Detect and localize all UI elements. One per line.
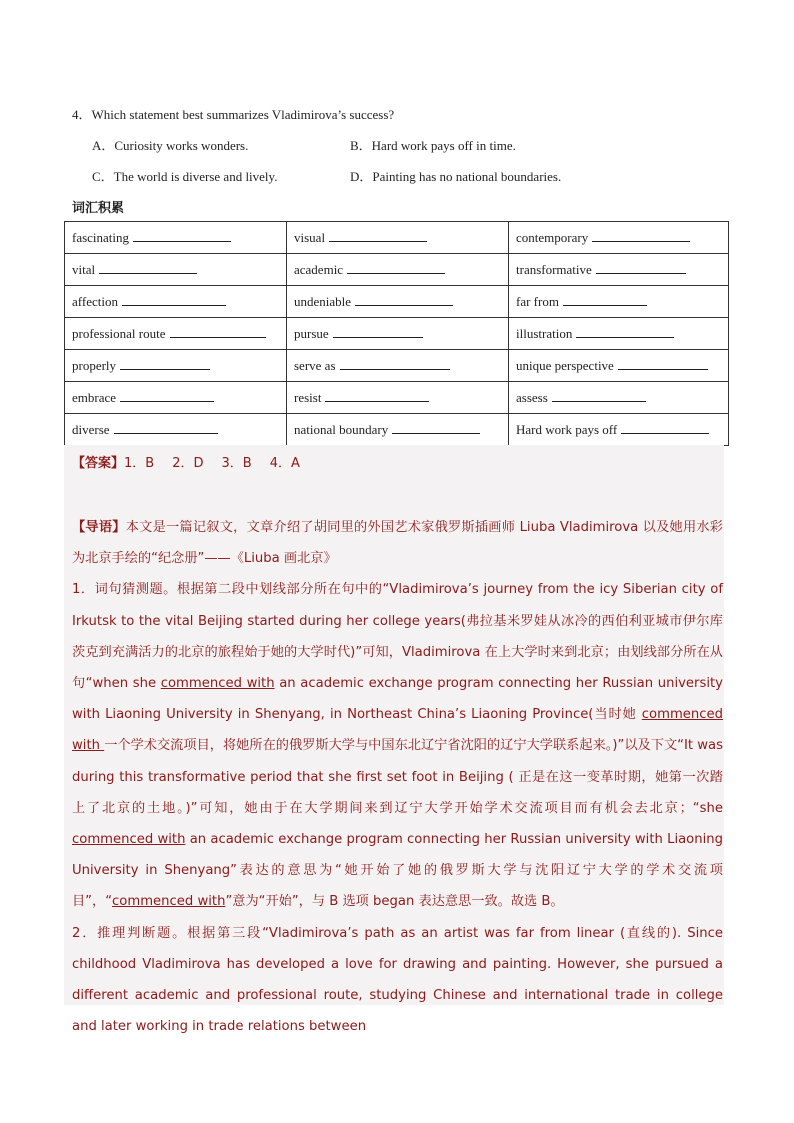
explanation-paragraph-1: 1．词句猜测题。根据第二段中划线部分所在句中的“Vladimirova’s journey from the icy Siberian city of Irkutsk to the vital Beijing started during her college years(弗拉基米罗娃从冰冷的西伯利亚城市伊尔库茨克到充满活力的北京的旅程始于她的大学时代)”可知，Vladimirova 在上大学时来到北京；由划线部分所在从句“when she commenced with an academic exchange program connecting her Russian university with Liaoning University in Shenyang, in Northeast China’s Liaoning Province(当时她 commenced with 一个学术交流项目，将她所在的俄罗斯大学与中国东北辽宁省沈阳的辽宁大学联系起来。)”以及下文“It was during this transformative period that she first set foot in Beijing ( 正是在这一变革时期，她第一次踏上了北京的土地。)”可知，她由于在大学期间来到辽宁大学开始学术交流项目而有机会去北京；“she commenced with an academic exchange program connecting her Russian university with Liaoning University in Shenyang”表达的意思为“她开始了她的俄罗斯大学与沈阳辽宁大学的学术交流项目”，“commenced with”意为“开始”，与 B 选项 began 表达意思一致。故选 B。	[72, 582, 724, 910]
table-row	[65, 414, 729, 446]
vocab-section-title: 词汇积累	[72, 201, 125, 216]
vocab-cell: affection	[65, 286, 287, 318]
vocab-cell: properly	[65, 350, 287, 382]
vocab-cell: national boundary	[287, 414, 509, 446]
vocab-cell: professional route	[65, 318, 287, 350]
vocab-cell: vital	[65, 254, 287, 286]
vocab-cell: assess	[509, 382, 729, 414]
option-b: B．Hard work pays off in time.	[350, 138, 516, 153]
underlined-phrase: commenced with	[72, 707, 723, 754]
underlined-phrase: commenced with	[72, 832, 186, 848]
vocab-cell: pursue	[287, 318, 509, 350]
answer-blank	[552, 391, 646, 402]
vocab-cell: diverse	[65, 414, 287, 446]
answer-blank	[122, 295, 226, 306]
question-4-stem: 4．Which statement best summarizes Vladimirova’s success?	[72, 107, 395, 122]
underlined-phrase: commenced with	[160, 676, 275, 692]
vocab-cell: Hard work pays off	[509, 414, 729, 446]
answer-blank	[133, 231, 231, 242]
option-a: A．Curiosity works wonders.	[92, 138, 249, 153]
answer-item: 1．B	[124, 456, 155, 471]
option-d: D．Painting has no national boundaries.	[350, 169, 562, 184]
vocab-table	[64, 221, 729, 446]
vocab-cell: undeniable	[287, 286, 509, 318]
answer-blank	[340, 359, 450, 370]
answer-blank	[618, 359, 708, 370]
table-row	[65, 350, 729, 382]
answer-blank	[114, 423, 218, 434]
answer-blank	[329, 231, 427, 242]
explanation	[72, 512, 723, 1042]
answer-blank	[325, 391, 429, 402]
underlined-phrase: commenced with	[112, 894, 226, 910]
table-row	[65, 222, 729, 254]
answer-key	[72, 452, 318, 471]
answer-blank	[355, 295, 453, 306]
vocab-cell: resist	[287, 382, 509, 414]
table-row	[65, 254, 729, 286]
table-row	[65, 286, 729, 318]
table-row	[65, 382, 729, 414]
answer-blank	[170, 327, 266, 338]
answer-blank	[563, 295, 647, 306]
intro-paragraph: 【导语】本文是一篇记叙文，文章介绍了胡同里的外国艺术家俄罗斯插画师 Liuba Vladimirova 以及她用水彩为北京手绘的“纪念册”——《Liuba 画北京》	[72, 520, 723, 567]
answer-item: 2．D	[172, 456, 204, 471]
table-row	[65, 318, 729, 350]
explanation-paragraph-2: 2．推理判断题。根据第三段“Vladimirova’s path as an artist was far from linear (直线的). Since childhood Vladimirova has developed a love for drawing and painting. However, she pursued a different academic and professional route, studying Chinese and international trade in college and later working in trade relations between	[72, 925, 723, 1035]
answer-blank	[333, 327, 423, 338]
answer-blank	[99, 263, 197, 274]
answer-blank	[621, 423, 709, 434]
answer-blank	[120, 359, 210, 370]
option-c: C．The world is diverse and lively.	[92, 169, 278, 184]
answer-blank	[576, 327, 674, 338]
answer-item: 3．B	[221, 456, 252, 471]
answer-blank	[392, 423, 480, 434]
answer-tag: 【答案】	[72, 456, 125, 471]
intro-tag: 【导语】	[72, 520, 126, 535]
vocab-cell: transformative	[509, 254, 729, 286]
vocab-cell: serve as	[287, 350, 509, 382]
answer-item: 4．A	[269, 456, 300, 471]
answer-blank	[596, 263, 686, 274]
vocab-cell: fascinating	[65, 222, 287, 254]
answer-blank	[120, 391, 214, 402]
vocab-cell: far from	[509, 286, 729, 318]
vocab-cell: embrace	[65, 382, 287, 414]
vocab-cell: unique perspective	[509, 350, 729, 382]
answer-blank	[347, 263, 445, 274]
vocab-cell: contemporary	[509, 222, 729, 254]
answer-blank	[592, 231, 690, 242]
vocab-cell: visual	[287, 222, 509, 254]
vocab-cell: academic	[287, 254, 509, 286]
vocab-cell: illustration	[509, 318, 729, 350]
